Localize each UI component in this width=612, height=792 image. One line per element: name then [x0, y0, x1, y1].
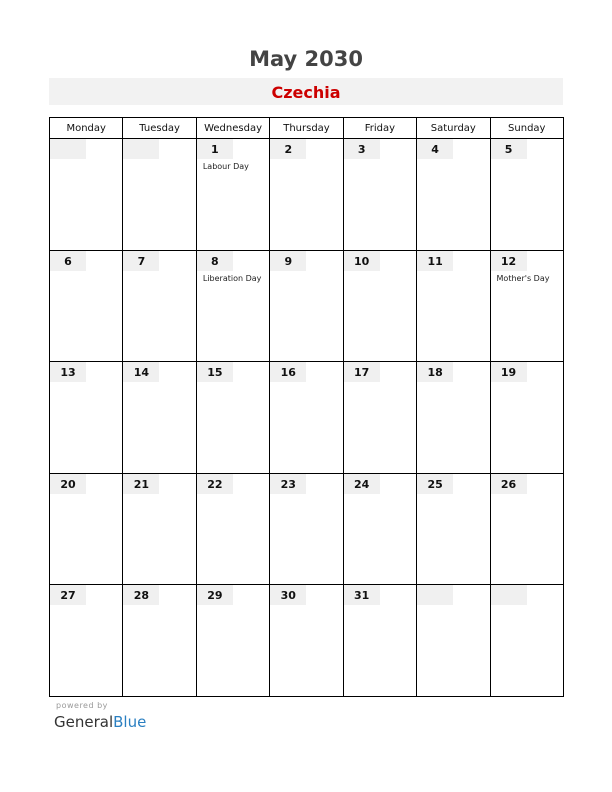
day-number: 6	[64, 254, 72, 268]
day-number: 12	[500, 254, 517, 268]
day-number: 29	[207, 589, 223, 603]
day-number-box	[270, 139, 306, 159]
day-number: 27	[60, 589, 76, 603]
day-number-box	[417, 585, 453, 605]
day-cell	[196, 585, 269, 697]
day-number-box	[50, 251, 86, 271]
day-number: 22	[207, 477, 223, 491]
day-number: 20	[60, 477, 76, 491]
day-number: 28	[133, 589, 150, 603]
day-number-box	[123, 362, 159, 382]
day-cell	[50, 585, 123, 697]
day-number-box	[50, 474, 86, 494]
day-cell	[490, 139, 563, 251]
day-number: 19	[500, 366, 517, 380]
day-number: 26	[500, 477, 517, 491]
day-number: 30	[280, 589, 296, 603]
day-cell	[123, 139, 196, 251]
day-number-box	[197, 251, 233, 271]
day-number: 5	[504, 143, 513, 156]
day-number-box	[123, 585, 159, 605]
day-cell	[417, 139, 490, 251]
day-number: 7	[137, 254, 146, 268]
day-cell	[490, 473, 563, 585]
day-number-box	[50, 585, 86, 605]
day-number: 14	[133, 366, 150, 380]
day-number: 25	[427, 477, 443, 491]
day-number: 11	[427, 254, 443, 268]
day-number-box	[270, 585, 306, 605]
brand-general-text: General	[54, 713, 114, 731]
day-cell	[196, 473, 269, 585]
day-cell	[343, 473, 416, 585]
day-cell	[50, 250, 123, 362]
day-cell	[123, 250, 196, 362]
day-cell	[123, 473, 196, 585]
day-number-box	[123, 139, 159, 159]
weekday-thursday: Thursday	[270, 118, 343, 139]
day-cell	[343, 250, 416, 362]
day-number: 9	[284, 254, 293, 268]
weekday-header-row	[50, 118, 564, 139]
day-number-box	[491, 251, 527, 271]
day-cell	[343, 139, 416, 251]
day-number-box	[417, 362, 453, 382]
weekday-monday: Monday	[50, 118, 123, 139]
weekday-saturday: Saturday	[417, 118, 490, 139]
day-number-box	[344, 585, 380, 605]
day-cell	[123, 585, 196, 697]
day-number: 21	[133, 477, 150, 491]
week-row	[50, 250, 564, 362]
day-number: 13	[60, 366, 76, 380]
day-number-box	[50, 139, 86, 159]
day-cell	[490, 362, 563, 474]
calendar-grid	[49, 117, 564, 697]
weekday-wednesday: Wednesday	[196, 118, 269, 139]
weekday-sunday: Sunday	[490, 118, 563, 139]
day-number-box	[197, 362, 233, 382]
day-cell	[196, 139, 269, 251]
day-number-box	[270, 362, 306, 382]
day-number-box	[344, 251, 380, 271]
day-cell	[417, 250, 490, 362]
day-cell	[270, 585, 343, 697]
weekday-tuesday: Tuesday	[123, 118, 196, 139]
day-cell	[343, 585, 416, 697]
day-number: 18	[427, 366, 443, 380]
day-number-box	[197, 139, 233, 159]
day-number-box	[491, 362, 527, 382]
country-banner	[49, 78, 563, 105]
day-cell	[417, 362, 490, 474]
day-number: 16	[280, 366, 296, 380]
day-cell	[50, 139, 123, 251]
day-number: 15	[207, 366, 223, 380]
day-cell	[196, 250, 269, 362]
week-row	[50, 139, 564, 251]
day-number: 8	[211, 254, 219, 268]
day-number-box	[491, 585, 527, 605]
week-row	[50, 473, 564, 585]
day-cell	[417, 473, 490, 585]
holiday-label: Liberation Day	[202, 273, 262, 283]
day-number-box	[491, 474, 527, 494]
day-cell	[270, 139, 343, 251]
day-cell	[50, 362, 123, 474]
day-cell	[417, 585, 490, 697]
day-number-box	[197, 474, 233, 494]
day-number-box	[344, 474, 380, 494]
day-cell	[196, 362, 269, 474]
day-number-box	[417, 251, 453, 271]
day-number-box	[50, 362, 86, 382]
brand-blue-text: Blue	[113, 713, 147, 731]
day-number-box	[123, 251, 159, 271]
day-number: 3	[357, 143, 366, 156]
week-row	[50, 362, 564, 474]
day-number-box	[344, 139, 380, 159]
day-cell	[270, 362, 343, 474]
day-number: 23	[280, 477, 296, 491]
day-number: 4	[431, 143, 439, 156]
day-number: 31	[354, 589, 370, 603]
holiday-label: Labour Day	[202, 162, 249, 171]
country-name: Czechia	[271, 83, 341, 102]
page-title: May 2030	[249, 47, 363, 71]
day-cell	[123, 362, 196, 474]
day-number-box	[417, 139, 453, 159]
day-number: 24	[354, 477, 370, 491]
day-number-box	[123, 474, 159, 494]
day-number-box	[491, 139, 527, 159]
generalblue-logo[interactable]	[54, 713, 146, 731]
day-number-box	[344, 362, 380, 382]
day-number-box	[417, 474, 453, 494]
day-cell	[490, 250, 563, 362]
holiday-label: Mother's Day	[496, 273, 550, 283]
day-cell	[270, 250, 343, 362]
day-number: 2	[284, 143, 293, 156]
day-number: 17	[354, 366, 370, 380]
powered-by-label: powered by	[56, 701, 108, 710]
day-cell	[490, 585, 563, 697]
day-cell	[50, 473, 123, 585]
week-row	[50, 585, 564, 697]
day-cell	[270, 473, 343, 585]
day-number: 1	[211, 143, 219, 156]
day-number: 10	[354, 254, 370, 268]
weekday-friday: Friday	[343, 118, 416, 139]
day-number-box	[270, 474, 306, 494]
day-cell	[343, 362, 416, 474]
day-number-box	[270, 251, 306, 271]
day-number-box	[197, 585, 233, 605]
